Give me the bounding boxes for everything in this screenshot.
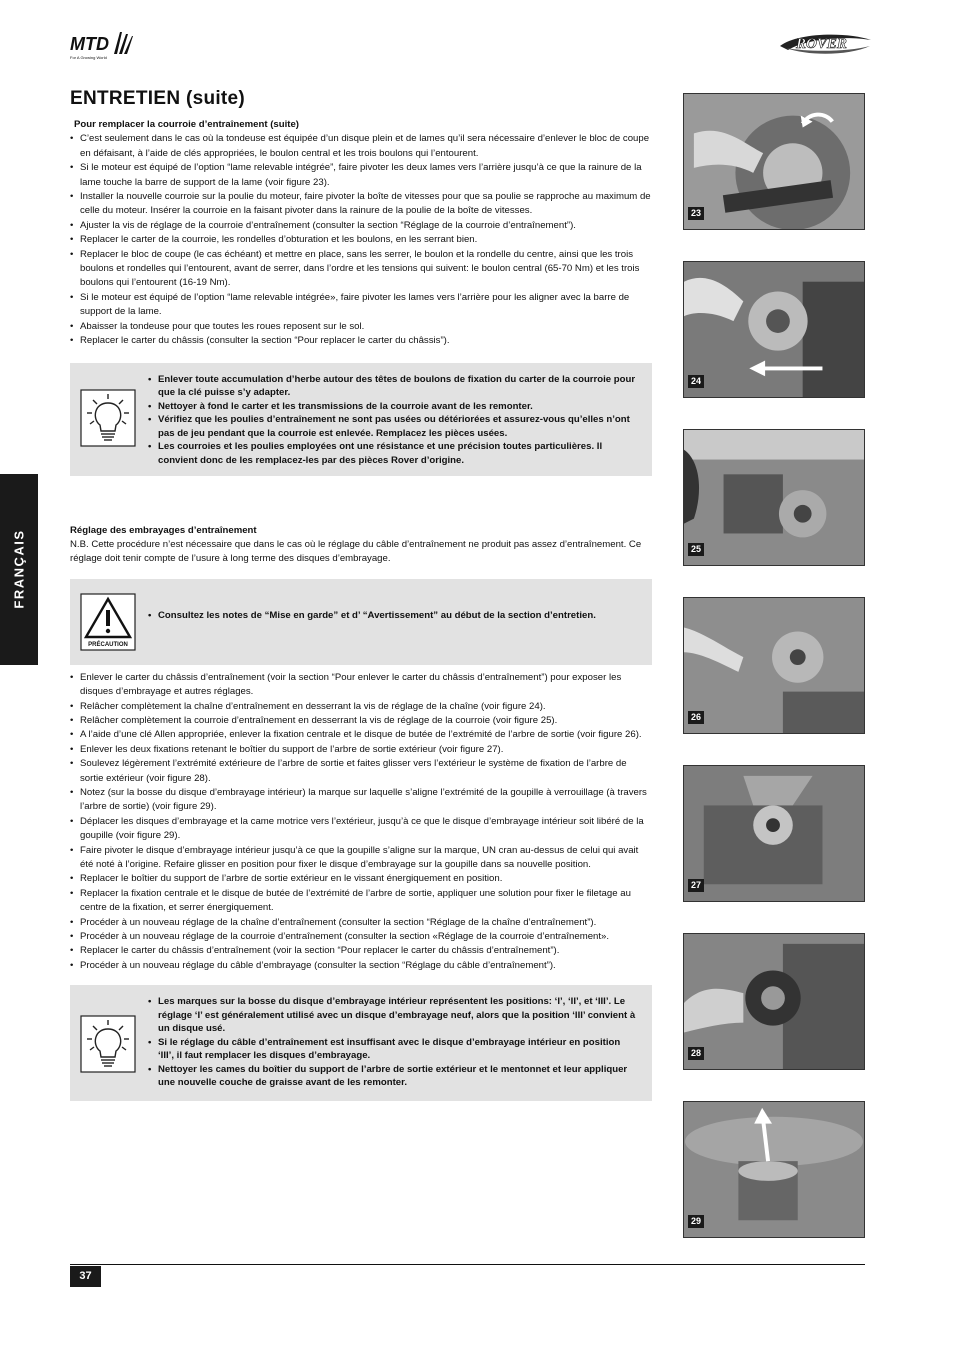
list-item: • Replacer le boîtier du support de l’arbre de sortie extérieur en le vissant énergiquement en position. bbox=[70, 872, 652, 886]
figure-number: 27 bbox=[688, 879, 704, 892]
list-item: • Replacer le carter du châssis (consulter la section “Pour replacer le carter du châssis”). bbox=[70, 334, 652, 348]
figure-number: 26 bbox=[688, 711, 704, 724]
footer-rule bbox=[70, 1264, 865, 1265]
list-item: • Les marques sur la bosse du disque d’embrayage intérieur représentent les positions: ‘I’, ‘II’, et ‘III’. Le réglage ‘I’ est généralement utilisé avec un disque d’embrayage neuf, alors que la position ‘III’ convient à un disque usé. bbox=[148, 995, 638, 1036]
caution-icon bbox=[80, 593, 136, 651]
list-item: • Procéder à un nouveau réglage du câble d’embrayage (consulter la section “Réglage du câble d’entraînement”). bbox=[70, 959, 652, 973]
list-item: • Nettoyer les cames du boîtier du support de l’arbre de sortie extérieur et le mentonnet et leur appliquer une nouvelle couche de graisse avant de les remonter. bbox=[148, 1063, 638, 1090]
list-item: • Relâcher complètement la courroie d’entraînement en desserrant la vis de réglage de la courroie (voir figure 25). bbox=[70, 714, 652, 728]
mtd-tagline: For A Growing World bbox=[70, 55, 107, 60]
caution-list bbox=[148, 609, 638, 623]
figure-number: 24 bbox=[688, 375, 704, 388]
list-item: • Replacer le bloc de coupe (le cas échéant) et mettre en place, sans les serrer, le boulon et la rondelle du centre, ainsi que les trois boulons et rondelles qui l’entourent, avant de serrer, dans l’ordre et les tensions qui suivent: le boulon central (65-70 Nm) et les trois boulons qui l’entourent (16-19 Nm). bbox=[70, 248, 652, 291]
rover-logo-text: ROVER bbox=[796, 36, 847, 52]
figure-27 bbox=[683, 765, 865, 902]
belt-steps-list bbox=[70, 132, 652, 348]
list-item: • A l’aide d’une clé Allen appropriée, enlever la fixation centrale et le disque de butée de l’extrémité de l’arbre de sortie (voir figure 26). bbox=[70, 728, 652, 742]
language-tab-label: FRANÇAIS bbox=[11, 529, 27, 609]
rover-logo bbox=[778, 26, 873, 60]
list-item: • Consultez les notes de “Mise en garde” et d’ “Avertissement” au début de la section d’entretien. bbox=[148, 609, 638, 623]
figure-28 bbox=[683, 933, 865, 1070]
figure-number: 25 bbox=[688, 543, 704, 556]
main-content bbox=[70, 118, 652, 1101]
list-item: • Procéder à un nouveau réglage de la courroie d’entraînement (consulter la section «Réglage de la courroie d’entraînement». bbox=[70, 930, 652, 944]
list-item: • Si le moteur est équipé de l’option “lame relevable intégrée”, faire pivoter les deux lames vers l’arrière jusqu’à ce que la rainure de la lame touche la barre de support de la lame (voir figure 23). bbox=[70, 161, 652, 190]
page-number: 37 bbox=[70, 1266, 101, 1287]
figure-25 bbox=[683, 429, 865, 566]
list-item: • Notez (sur la bosse du disque d’embrayage intérieur) la marque sur laquelle s’aligne l’extrémité de la goupille à verrouillage (à travers l’arbre de sortie) (voir figure 29). bbox=[70, 786, 652, 815]
list-item: • Replacer la fixation centrale et le disque de butée de l’extrémité de l’arbre de sortie, appliquer une solution pour fixer le filetage au centre de la fixation, et serrer énergiquement. bbox=[70, 887, 652, 916]
mtd-logo bbox=[70, 28, 134, 62]
list-item: • Les courroies et les poulies employées ont une résistance et une précision toutes particulières. Il convient donc de les remplacez-les par des pièces Rover d’origine. bbox=[148, 440, 638, 467]
list-item: • Replacer le carter de la courroie, les rondelles d’obturation et les boulons, en les serrant bien. bbox=[70, 233, 652, 247]
lightbulb-icon bbox=[80, 389, 136, 447]
language-tab bbox=[0, 474, 38, 665]
lightbulb-icon bbox=[80, 1015, 136, 1073]
tip-list-1 bbox=[148, 373, 638, 468]
list-item: • Enlever toute accumulation d’herbe autour des têtes de boulons de fixation du carter de la courroie pour que la clé puisse s’y adapter. bbox=[148, 373, 638, 400]
list-item: • Si le moteur est équipé de l’option “lame relevable intégrée», faire pivoter les lames vers l’arrière pour les aligner avec la barre de support de la lame. bbox=[70, 291, 652, 320]
list-item: • Ajuster la vis de réglage de la courroie d’entraînement (consulter la section “Réglage de la courroie d’entraînement”). bbox=[70, 219, 652, 233]
caution-box bbox=[70, 579, 652, 665]
list-item: • Nettoyer à fond le carter et les transmissions de la courroie avant de les remonter. bbox=[148, 400, 638, 414]
figure-29 bbox=[683, 1101, 865, 1238]
mtd-logo-text: MTD bbox=[70, 34, 109, 54]
list-item: • Abaisser la tondeuse pour que toutes les roues reposent sur le sol. bbox=[70, 320, 652, 334]
tip-box-1 bbox=[70, 363, 652, 476]
caution-icon-label: PRÉCAUTION bbox=[88, 641, 128, 648]
list-item: • Enlever le carter du châssis d’entraînement (voir la section “Pour enlever le carter du châssis d’entraînement”) pour exposer les disques d’embrayage et autres réglages. bbox=[70, 671, 652, 700]
list-item: • C’est seulement dans le cas où la tondeuse est équipée d’un disque plein et de lames qu’il sera nécessaire d’enlever le bloc de coupe en défaisant, à l’aide de clés appropriées, le boulon central et les trois boulons qui l’entourent. bbox=[70, 132, 652, 161]
list-item: • Installer la nouvelle courroie sur la poulie du moteur, faire pivoter la boîte de vitesses pour que sa poulie se rapproche au maximum de celle du moteur. Insérer la courroie en la faisant pivoter dans la rainure de la poulie de la boîte de vitesses. bbox=[70, 190, 652, 219]
figure-24 bbox=[683, 261, 865, 398]
clutch-steps-list bbox=[70, 671, 652, 974]
list-item: • Relâcher complètement la chaîne d’entraînement en desserrant la vis de réglage de la chaîne (voir figure 24). bbox=[70, 700, 652, 714]
section-heading-belt: Pour remplacer la courroie d’entraînement (suite) bbox=[74, 119, 299, 130]
list-item: • Enlever les deux fixations retenant le boîtier du support de l’arbre de sortie extérieur (voir figure 27). bbox=[70, 743, 652, 757]
list-item: • Procéder à un nouveau réglage de la chaîne d’entraînement (consulter la section “Réglage de la chaîne d’entraînement”). bbox=[70, 916, 652, 930]
page-title: ENTRETIEN (suite) bbox=[70, 88, 246, 109]
list-item: • Replacer le carter du châssis d’entraînement (voir la section “Pour replacer le carter du châssis d’entraînement”). bbox=[70, 944, 652, 958]
figure-23 bbox=[683, 93, 865, 230]
tip-list-2 bbox=[148, 995, 638, 1090]
section-heading-clutch: Réglage des embrayages d’entraînement bbox=[70, 524, 257, 536]
figure-number: 28 bbox=[688, 1047, 704, 1060]
figure-26 bbox=[683, 597, 865, 734]
tip-box-2 bbox=[70, 985, 652, 1101]
list-item: • Si le réglage du câble d’entraînement est insuffisant avec le disque d’embrayage intérieur en position ‘III’, il faut remplacer les disques d’embrayage. bbox=[148, 1036, 638, 1063]
figure-number: 29 bbox=[688, 1215, 704, 1228]
list-item: • Faire pivoter le disque d’embrayage intérieur jusqu’à ce que la goupille s’aligne sur la marque, UN cran au-dessus de celui qui avait été noté à l’origine. Refaire glisser en position pour fixer le disque d’embrayage sur la goupille dans sa nouvelle position. bbox=[70, 844, 652, 873]
list-item: • Vérifiez que les poulies d’entraînement ne sont pas usées ou détériorées et assurez-vous qu’elles n’ont pas de jeu pendant que la courroie est enlevée. Remplacez les pièces usées. bbox=[148, 413, 638, 440]
clutch-note: N.B. Cette procédure n’est nécessaire que dans le cas où le réglage du câble d’entraînement ne produit pas assez d’entraînement. Ce réglage doit tenir compte de l’usure à long terme des disques d’embrayage. bbox=[70, 538, 642, 565]
figure-number: 23 bbox=[688, 207, 704, 220]
list-item: • Soulevez légèrement l’extrémité extérieure de l’arbre de sortie et faites glisser vers l’extérieur le système de fixation de l’arbre de sortie extérieur (voir figure 28). bbox=[70, 757, 652, 786]
list-item: • Déplacer les disques d’embrayage et la came motrice vers l’extérieur, jusqu’à ce que le disque d’embrayage intérieur soit libéré de la goupille (voir figure 29). bbox=[70, 815, 652, 844]
